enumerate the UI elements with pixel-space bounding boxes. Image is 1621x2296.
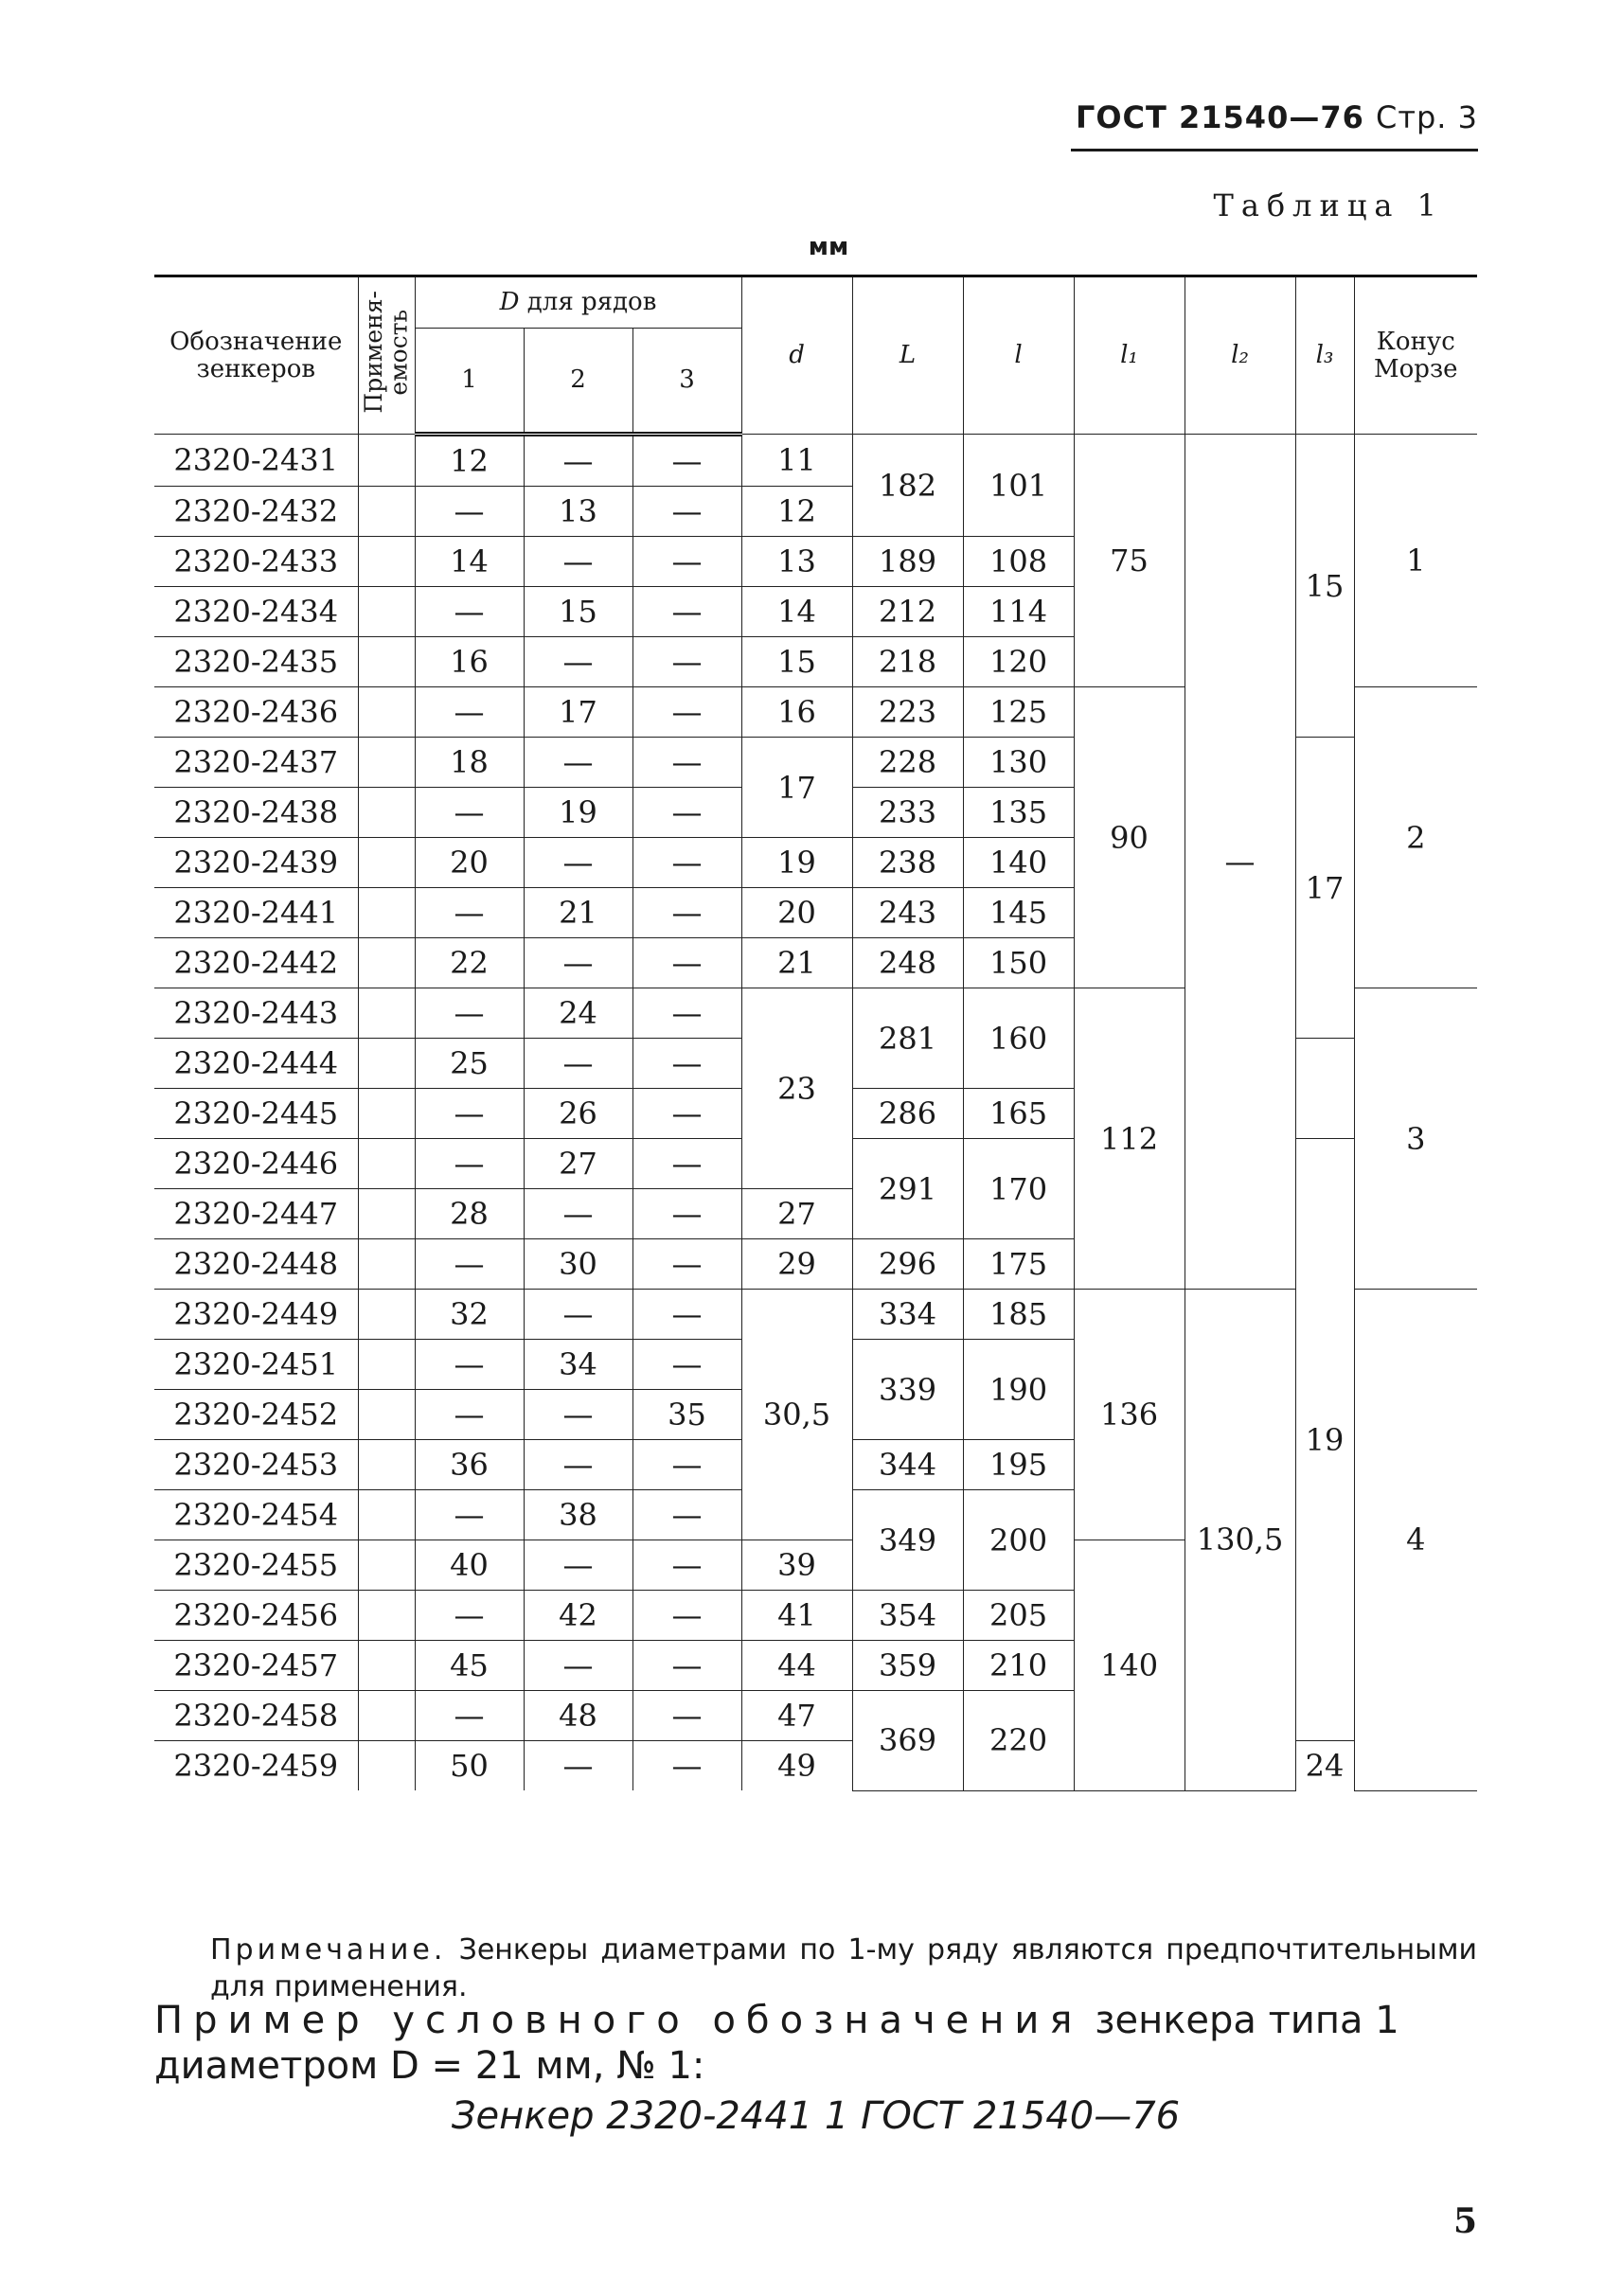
D2-cell: —	[524, 637, 632, 687]
designation-cell: 2320-2441	[154, 888, 358, 938]
D1-cell: 12	[415, 435, 524, 487]
D1-cell: —	[415, 1139, 524, 1189]
D1-cell: —	[415, 687, 524, 738]
d-cell: 19	[741, 838, 852, 888]
D3-cell: —	[632, 587, 741, 637]
l-cell: 200	[963, 1490, 1074, 1591]
designation-cell: 2320-2445	[154, 1089, 358, 1139]
D1-cell: —	[415, 1340, 524, 1390]
l-cell: 108	[963, 537, 1074, 587]
morse-cell: 2	[1354, 687, 1477, 988]
L-cell: 228	[852, 738, 963, 788]
L-cell: 369	[852, 1691, 963, 1791]
D1-cell: 25	[415, 1039, 524, 1089]
D2-cell: 13	[524, 487, 632, 537]
units-label: мм	[808, 233, 849, 261]
d-cell: 41	[741, 1591, 852, 1641]
table-row	[154, 435, 1477, 487]
D3-cell: —	[632, 1139, 741, 1189]
D1-cell: 28	[415, 1189, 524, 1239]
note-label: Примечание.	[210, 1933, 447, 1967]
l1-cell: 140	[1074, 1540, 1185, 1791]
applicability-cell	[358, 938, 415, 988]
D3-cell: —	[632, 637, 741, 687]
designation-cell: 2320-2438	[154, 788, 358, 838]
D1-cell: 22	[415, 938, 524, 988]
designation-cell: 2320-2448	[154, 1239, 358, 1290]
L-cell: 349	[852, 1490, 963, 1591]
l1-cell: 75	[1074, 435, 1185, 687]
l-cell: 150	[963, 938, 1074, 988]
applicability-cell	[358, 1440, 415, 1490]
l-cell: 140	[963, 838, 1074, 888]
drill-table	[154, 275, 1477, 1791]
morse-cell: 4	[1354, 1290, 1477, 1791]
D2-cell: —	[524, 1039, 632, 1089]
l1-cell: 90	[1074, 687, 1185, 988]
l3-cell: 24	[1295, 1741, 1354, 1791]
D1-cell: 14	[415, 537, 524, 587]
D3-cell: —	[632, 938, 741, 988]
D3-cell: —	[632, 888, 741, 938]
D3-cell: —	[632, 1239, 741, 1290]
D2-cell: —	[524, 1290, 632, 1340]
header-l1: l₁	[1074, 276, 1185, 435]
D2-cell: 26	[524, 1089, 632, 1139]
D1-cell: —	[415, 1591, 524, 1641]
L-cell: 291	[852, 1139, 963, 1239]
header-row-1: 1	[415, 329, 524, 435]
D2-cell: 21	[524, 888, 632, 938]
applicability-cell	[358, 988, 415, 1039]
l-cell: 220	[963, 1691, 1074, 1791]
d-cell: 16	[741, 687, 852, 738]
applicability-cell	[358, 1239, 415, 1290]
header-rule	[1071, 149, 1478, 151]
l-cell: 195	[963, 1440, 1074, 1490]
designation-cell: 2320-2432	[154, 487, 358, 537]
L-cell: 248	[852, 938, 963, 988]
note-text: Зенкеры диаметрами по 1-му ряду являются предпочтительными для применения.	[210, 1933, 1477, 2003]
l-cell: 160	[963, 988, 1074, 1089]
header-morse: Конус Морзе	[1354, 276, 1477, 435]
L-cell: 359	[852, 1641, 963, 1691]
l-cell: 170	[963, 1139, 1074, 1239]
D2-cell: —	[524, 435, 632, 487]
applicability-cell	[358, 838, 415, 888]
l-cell: 205	[963, 1591, 1074, 1641]
applicability-cell	[358, 687, 415, 738]
L-cell: 189	[852, 537, 963, 587]
d-cell: 17	[741, 738, 852, 838]
designation-cell: 2320-2446	[154, 1139, 358, 1189]
applicability-cell	[358, 738, 415, 788]
D3-cell: 35	[632, 1390, 741, 1440]
example-text: зенкера типа 1 диаметром D = 21 мм, № 1:	[154, 1999, 1399, 2088]
page-header	[1071, 99, 1478, 135]
L-cell: 238	[852, 838, 963, 888]
L-cell: 354	[852, 1591, 963, 1641]
D2-cell: 24	[524, 988, 632, 1039]
designation-cell: 2320-2442	[154, 938, 358, 988]
D1-cell: 32	[415, 1290, 524, 1340]
L-cell: 212	[852, 587, 963, 637]
D1-cell: 40	[415, 1540, 524, 1591]
L-cell: 281	[852, 988, 963, 1089]
header-l3: l₃	[1295, 276, 1354, 435]
D2-cell: —	[524, 1741, 632, 1791]
designation-cell: 2320-2431	[154, 435, 358, 487]
D1-cell: —	[415, 1390, 524, 1440]
D3-cell: —	[632, 1591, 741, 1641]
D2-cell: —	[524, 1189, 632, 1239]
D3-cell: —	[632, 687, 741, 738]
D3-cell: —	[632, 1490, 741, 1540]
l2-cell: 130,5	[1185, 1290, 1295, 1791]
l-cell: 114	[963, 587, 1074, 637]
D2-cell: 42	[524, 1591, 632, 1641]
D2-cell: —	[524, 1540, 632, 1591]
applicability-cell	[358, 1490, 415, 1540]
D3-cell: —	[632, 1691, 741, 1741]
D3-cell: —	[632, 537, 741, 587]
D2-cell: —	[524, 1641, 632, 1691]
D1-cell: 50	[415, 1741, 524, 1791]
d-cell: 13	[741, 537, 852, 587]
applicability-cell	[358, 1189, 415, 1239]
designation-cell: 2320-2452	[154, 1390, 358, 1440]
header-l2: l₂	[1185, 276, 1295, 435]
standard-code: ГОСТ 21540—76	[1075, 99, 1364, 135]
d-cell: 27	[741, 1189, 852, 1239]
l-cell: 175	[963, 1239, 1074, 1290]
D2-cell: 15	[524, 587, 632, 637]
designation-cell: 2320-2435	[154, 637, 358, 687]
d-cell: 15	[741, 637, 852, 687]
l-cell: 190	[963, 1340, 1074, 1440]
header-l: l	[963, 276, 1074, 435]
designation-cell: 2320-2454	[154, 1490, 358, 1540]
D2-cell: —	[524, 1390, 632, 1440]
applicability-cell	[358, 1691, 415, 1741]
L-cell: 223	[852, 687, 963, 738]
L-cell: 233	[852, 788, 963, 838]
example-formula: Зенкер 2320-2441 1 ГОСТ 21540—76	[451, 2094, 1181, 2138]
designation-cell: 2320-2439	[154, 838, 358, 888]
L-cell: 344	[852, 1440, 963, 1490]
D2-cell: 19	[524, 788, 632, 838]
applicability-cell	[358, 1390, 415, 1440]
D3-cell: —	[632, 1039, 741, 1089]
applicability-cell	[358, 587, 415, 637]
d-cell: 39	[741, 1540, 852, 1591]
L-cell: 182	[852, 435, 963, 537]
morse-cell: 1	[1354, 435, 1477, 687]
header-D-group: D для рядов	[415, 276, 741, 329]
applicability-cell	[358, 1139, 415, 1189]
D1-cell: 36	[415, 1440, 524, 1490]
L-cell: 286	[852, 1089, 963, 1139]
D1-cell: 45	[415, 1641, 524, 1691]
applicability-cell	[358, 1591, 415, 1641]
l-cell: 135	[963, 788, 1074, 838]
designation-cell: 2320-2436	[154, 687, 358, 738]
d-cell: 49	[741, 1741, 852, 1791]
designation-cell: 2320-2455	[154, 1540, 358, 1591]
l3-cell: 17	[1295, 738, 1354, 1039]
applicability-cell	[358, 637, 415, 687]
designation-cell: 2320-2437	[154, 738, 358, 788]
L-cell: 243	[852, 888, 963, 938]
D3-cell: —	[632, 1440, 741, 1490]
D1-cell: 16	[415, 637, 524, 687]
D1-cell: —	[415, 1239, 524, 1290]
D1-cell: —	[415, 1089, 524, 1139]
designation-cell: 2320-2451	[154, 1340, 358, 1390]
L-cell: 218	[852, 637, 963, 687]
designation-cell: 2320-2457	[154, 1641, 358, 1691]
D2-cell: —	[524, 838, 632, 888]
D1-cell: —	[415, 788, 524, 838]
applicability-cell	[358, 1741, 415, 1791]
l1-cell: 112	[1074, 988, 1185, 1290]
D1-cell: —	[415, 487, 524, 537]
D3-cell: —	[632, 1741, 741, 1791]
l-cell: 165	[963, 1089, 1074, 1139]
D3-cell: —	[632, 988, 741, 1039]
l-cell: 125	[963, 687, 1074, 738]
D2-cell: —	[524, 738, 632, 788]
applicability-cell	[358, 537, 415, 587]
D3-cell: —	[632, 487, 741, 537]
d-cell: 47	[741, 1691, 852, 1741]
applicability-cell	[358, 788, 415, 838]
D2-cell: —	[524, 537, 632, 587]
d-cell: 29	[741, 1239, 852, 1290]
applicability-cell	[358, 1290, 415, 1340]
l-cell: 210	[963, 1641, 1074, 1691]
header-designation: Обозначение зенкеров	[154, 276, 358, 435]
l2-cell: —	[1185, 435, 1295, 1290]
D3-cell: —	[632, 1189, 741, 1239]
D1-cell: 18	[415, 738, 524, 788]
applicability-cell	[358, 1340, 415, 1390]
designation-cell: 2320-2447	[154, 1189, 358, 1239]
L-cell: 334	[852, 1290, 963, 1340]
applicability-cell	[358, 888, 415, 938]
applicability-cell	[358, 1540, 415, 1591]
l-cell: 145	[963, 888, 1074, 938]
D2-cell: 48	[524, 1691, 632, 1741]
D2-cell: 34	[524, 1340, 632, 1390]
D1-cell: —	[415, 988, 524, 1039]
D3-cell: —	[632, 838, 741, 888]
d-cell: 30,5	[741, 1290, 852, 1540]
page-label: Стр. 3	[1376, 99, 1478, 135]
designation-cell: 2320-2434	[154, 587, 358, 637]
table-title: Таблица 1	[1213, 187, 1444, 223]
D2-cell: 30	[524, 1239, 632, 1290]
header-d: d	[741, 276, 852, 435]
D3-cell: —	[632, 738, 741, 788]
table-row	[154, 1290, 1477, 1340]
l-cell: 185	[963, 1290, 1074, 1340]
l-cell: 130	[963, 738, 1074, 788]
D3-cell: —	[632, 1340, 741, 1390]
designation-example	[154, 1998, 1477, 2089]
D2-cell: —	[524, 1440, 632, 1490]
l3-cell: 19	[1295, 1139, 1354, 1741]
D1-cell: 20	[415, 838, 524, 888]
d-cell: 21	[741, 938, 852, 988]
D2-cell: 17	[524, 687, 632, 738]
d-cell: 12	[741, 487, 852, 537]
header-row-3: 3	[632, 329, 741, 435]
d-cell: 20	[741, 888, 852, 938]
D3-cell: —	[632, 1540, 741, 1591]
designation-cell: 2320-2444	[154, 1039, 358, 1089]
designation-cell: 2320-2433	[154, 537, 358, 587]
designation-cell: 2320-2449	[154, 1290, 358, 1340]
D1-cell: —	[415, 587, 524, 637]
example-label: Пример условного обозначения	[154, 1999, 1083, 2042]
D2-cell: 38	[524, 1490, 632, 1540]
D3-cell: —	[632, 788, 741, 838]
D2-cell: —	[524, 938, 632, 988]
l-cell: 120	[963, 637, 1074, 687]
applicability-cell	[358, 1039, 415, 1089]
applicability-cell	[358, 435, 415, 487]
d-cell: 23	[741, 988, 852, 1189]
header-row-2: 2	[524, 329, 632, 435]
l-cell: 101	[963, 435, 1074, 537]
page-number: 5	[1452, 2201, 1477, 2241]
designation-cell: 2320-2459	[154, 1741, 358, 1791]
applicability-cell	[358, 487, 415, 537]
l3-cell: 15	[1295, 435, 1354, 738]
d-cell: 44	[741, 1641, 852, 1691]
designation-cell: 2320-2458	[154, 1691, 358, 1741]
morse-cell: 3	[1354, 988, 1477, 1290]
l1-cell: 136	[1074, 1290, 1185, 1540]
D3-cell: —	[632, 1641, 741, 1691]
applicability-cell	[358, 1089, 415, 1139]
D1-cell: —	[415, 1490, 524, 1540]
applicability-cell	[358, 1641, 415, 1691]
d-cell: 11	[741, 435, 852, 487]
D3-cell: —	[632, 1290, 741, 1340]
D3-cell: —	[632, 435, 741, 487]
D1-cell: —	[415, 1691, 524, 1741]
table-note	[210, 1931, 1477, 2005]
L-cell: 339	[852, 1340, 963, 1440]
designation-cell: 2320-2456	[154, 1591, 358, 1641]
d-cell: 14	[741, 587, 852, 637]
header-L: L	[852, 276, 963, 435]
designation-cell: 2320-2443	[154, 988, 358, 1039]
header-applicability: Применя- емость	[358, 276, 415, 435]
D1-cell: —	[415, 888, 524, 938]
D2-cell: 27	[524, 1139, 632, 1189]
L-cell: 296	[852, 1239, 963, 1290]
D3-cell: —	[632, 1089, 741, 1139]
designation-cell: 2320-2453	[154, 1440, 358, 1490]
